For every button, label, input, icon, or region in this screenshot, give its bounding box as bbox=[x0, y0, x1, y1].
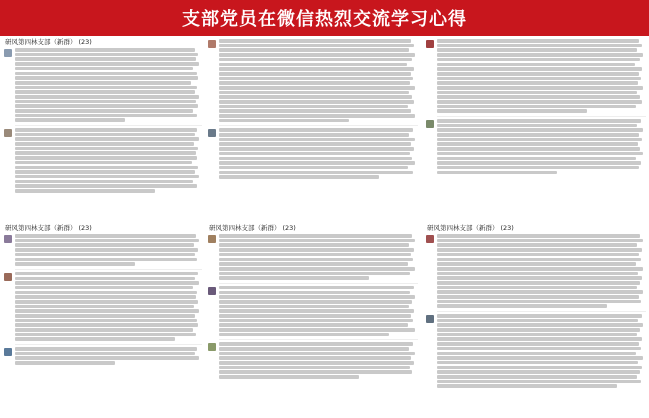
chat-message bbox=[424, 119, 646, 174]
chat-panel-title: 研风第四林支部（新群） (23) bbox=[5, 224, 92, 232]
chat-message bbox=[206, 128, 418, 178]
chat-panel-bottom-left bbox=[2, 224, 202, 416]
chat-panel-bottom-middle bbox=[206, 224, 418, 416]
message-text bbox=[15, 48, 195, 52]
chat-panel-title: 研风第四林支部（新群） (23) bbox=[209, 224, 296, 232]
divider bbox=[15, 125, 202, 126]
chat-message bbox=[2, 48, 202, 122]
avatar[interactable] bbox=[4, 49, 12, 57]
chat-message bbox=[2, 272, 202, 341]
chat-message bbox=[2, 347, 202, 365]
avatar[interactable] bbox=[426, 120, 434, 128]
divider bbox=[15, 269, 202, 270]
avatar[interactable] bbox=[208, 287, 216, 295]
chat-message bbox=[2, 128, 202, 193]
chat-message bbox=[424, 234, 646, 308]
chat-panel-top-middle bbox=[206, 38, 418, 221]
divider bbox=[437, 311, 646, 312]
avatar[interactable] bbox=[4, 235, 12, 243]
avatar[interactable] bbox=[208, 129, 216, 137]
chat-panel-title: 研风第四林支部（新群） (23) bbox=[5, 38, 92, 46]
chat-panel-top-left bbox=[2, 38, 202, 221]
divider bbox=[15, 344, 202, 345]
chat-message bbox=[206, 286, 418, 336]
chat-panel-top-right bbox=[424, 38, 646, 221]
avatar[interactable] bbox=[208, 40, 216, 48]
chat-message bbox=[424, 314, 646, 388]
avatar[interactable] bbox=[4, 129, 12, 137]
avatar[interactable] bbox=[4, 273, 12, 281]
page-banner bbox=[0, 0, 649, 36]
avatar[interactable] bbox=[426, 40, 434, 48]
divider bbox=[219, 283, 418, 284]
divider bbox=[219, 125, 418, 126]
divider bbox=[219, 339, 418, 340]
chat-message bbox=[206, 342, 418, 378]
divider bbox=[437, 116, 646, 117]
avatar[interactable] bbox=[208, 343, 216, 351]
avatar[interactable] bbox=[4, 348, 12, 356]
avatar[interactable] bbox=[426, 315, 434, 323]
chat-message bbox=[424, 39, 646, 113]
banner-title: 支部党员在微信热烈交流学习心得 bbox=[182, 9, 467, 30]
chat-panel-title: 研风第四林支部（新群） (23) bbox=[427, 224, 514, 232]
avatar[interactable] bbox=[426, 235, 434, 243]
chat-message bbox=[206, 39, 418, 122]
chat-message bbox=[206, 234, 418, 280]
chat-panel-bottom-right bbox=[424, 224, 646, 416]
chat-message bbox=[2, 234, 202, 266]
avatar[interactable] bbox=[208, 235, 216, 243]
